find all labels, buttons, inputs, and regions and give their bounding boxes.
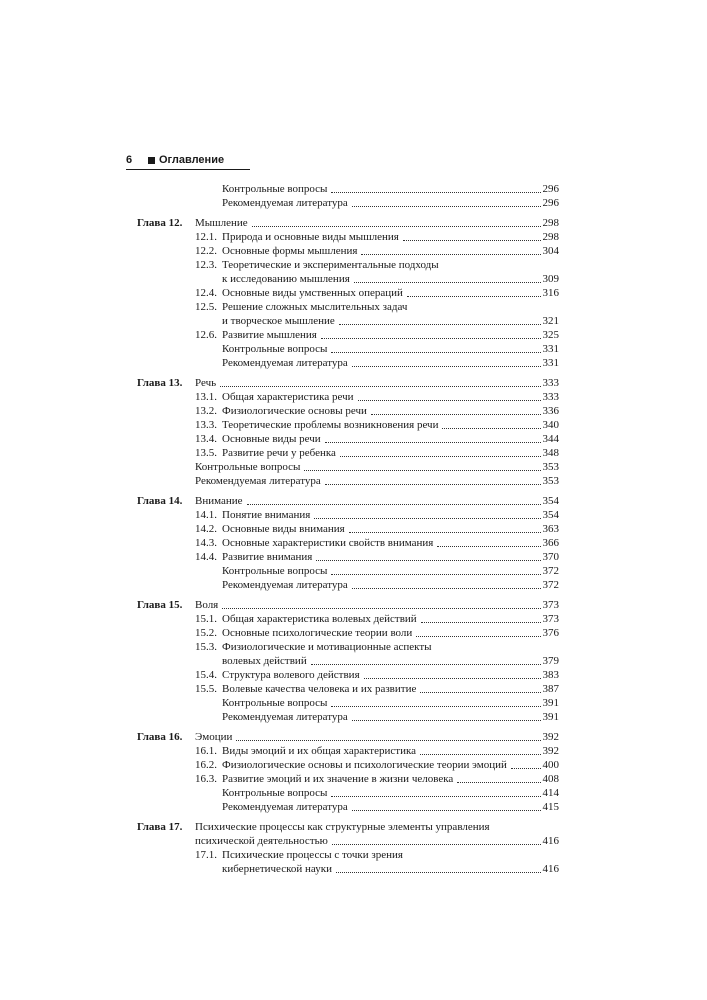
entry-title: Развитие эмоций и их значение в жизни человека <box>222 773 454 785</box>
dot-leader <box>331 706 540 707</box>
dot-leader <box>332 844 541 845</box>
page-ref: 415 <box>542 801 559 813</box>
section-number: 16.1. <box>195 745 217 757</box>
dot-leader <box>311 664 541 665</box>
dot-leader <box>364 678 541 679</box>
page-ref: 366 <box>542 537 559 549</box>
entry-text-line <box>222 640 559 654</box>
entry-title: Развитие речи у ребенка <box>222 447 336 459</box>
toc-section-row <box>0 626 707 640</box>
entry-title: Рекомендуемая литература <box>195 475 321 487</box>
entry-title: Рекомендуемая литература <box>222 801 348 813</box>
dot-leader <box>352 366 541 367</box>
entry-text-line <box>222 328 559 342</box>
entry-text-line <box>222 564 559 578</box>
entry-text-line <box>222 848 559 862</box>
entry-title: Основные виды речи <box>222 433 321 445</box>
entry-title: Внимание <box>195 495 243 507</box>
page-ref: 296 <box>542 183 559 195</box>
entry-title: Виды эмоций и их общая характеристика <box>222 745 417 757</box>
toc-chapter-row <box>0 494 707 508</box>
entry-text-line <box>222 356 559 370</box>
toc-item-row <box>0 356 707 370</box>
toc-section-row <box>0 286 707 300</box>
dot-leader <box>511 768 541 769</box>
chapter-label: Глава 17. <box>137 821 183 833</box>
toc-section-row <box>0 300 707 314</box>
entry-title: Воля <box>195 599 219 611</box>
toc-item-row <box>0 654 707 668</box>
dot-leader <box>352 206 541 207</box>
dot-leader <box>220 386 540 387</box>
entry-title: Волевые качества человека и их развитие <box>222 683 417 695</box>
page-ref: 353 <box>542 475 559 487</box>
page-ref: 383 <box>542 669 559 681</box>
dot-leader <box>222 608 540 609</box>
toc-item-row <box>0 474 707 488</box>
section-number: 13.3. <box>195 419 217 431</box>
entry-text-line <box>222 550 559 564</box>
entry-text-line <box>195 216 559 230</box>
page-ref: 387 <box>542 683 559 695</box>
dot-leader <box>352 588 541 589</box>
toc-chapter-row <box>0 598 707 612</box>
dot-leader <box>331 352 540 353</box>
toc-item-row <box>0 342 707 356</box>
toc-section-row <box>0 432 707 446</box>
entry-title: Мышление <box>195 217 248 229</box>
entry-text-line <box>222 314 559 328</box>
dot-leader <box>403 240 541 241</box>
dot-leader <box>358 400 541 401</box>
toc-section-row <box>0 536 707 550</box>
dot-leader <box>331 192 540 193</box>
section-number: 15.1. <box>195 613 217 625</box>
entry-text-line <box>195 730 559 744</box>
section-number: 15.5. <box>195 683 217 695</box>
toc-item-row <box>0 786 707 800</box>
entry-title: Контрольные вопросы <box>195 461 301 473</box>
toc-section-row <box>0 446 707 460</box>
entry-title: Решение сложных мыслительных задач <box>222 301 408 313</box>
dot-leader <box>314 518 540 519</box>
entry-text-line <box>195 460 559 474</box>
dot-leader <box>420 754 540 755</box>
section-number: 12.1. <box>195 231 217 243</box>
toc-section-row <box>0 230 707 244</box>
entry-title: Рекомендуемая литература <box>222 711 348 723</box>
toc-item-row <box>0 710 707 724</box>
chapter-label: Глава 12. <box>137 217 183 229</box>
entry-text-line <box>222 862 559 876</box>
entry-text-line <box>195 834 559 848</box>
toc-item-row <box>0 862 707 876</box>
entry-text-line <box>222 182 559 196</box>
toc-section-row <box>0 682 707 696</box>
entry-title: Физиологические основы речи <box>222 405 367 417</box>
toc-item-row <box>0 578 707 592</box>
dot-leader <box>416 636 540 637</box>
section-number: 13.1. <box>195 391 217 403</box>
entry-text-line <box>222 696 559 710</box>
page-ref: 353 <box>542 461 559 473</box>
dot-leader <box>336 872 541 873</box>
toc-item-row <box>0 460 707 474</box>
section-number: 12.3. <box>195 259 217 271</box>
toc-section-row <box>0 404 707 418</box>
entry-text-line <box>222 744 559 758</box>
toc-chapter-row <box>0 216 707 230</box>
entry-text-line <box>222 446 559 460</box>
section-number: 12.4. <box>195 287 217 299</box>
entry-title: Теоретические проблемы возникновения речи <box>222 419 439 431</box>
dot-leader <box>340 456 541 457</box>
entry-title: Понятие внимания <box>222 509 311 521</box>
page-ref: 331 <box>542 343 559 355</box>
chapter-label: Глава 13. <box>137 377 183 389</box>
toc-section-row <box>0 390 707 404</box>
dot-leader <box>304 470 540 471</box>
toc-item-row <box>0 182 707 196</box>
toc-chapter-row <box>0 730 707 744</box>
entry-text-line <box>222 432 559 446</box>
page-ref: 348 <box>542 447 559 459</box>
entry-text-line <box>222 300 559 314</box>
section-number: 16.3. <box>195 773 217 785</box>
page-ref: 376 <box>542 627 559 639</box>
entry-title: Физиологические основы и психологические теории эмоций <box>222 759 507 771</box>
dot-leader <box>349 532 541 533</box>
dot-leader <box>442 428 540 429</box>
toc-item-row <box>0 272 707 286</box>
entry-text-line <box>222 758 559 772</box>
entry-text-line <box>222 682 559 696</box>
dot-leader <box>371 414 541 415</box>
dot-leader <box>457 782 540 783</box>
entry-text-line <box>222 508 559 522</box>
page-number: 6 <box>126 154 133 166</box>
dot-leader <box>421 622 541 623</box>
page-ref: 298 <box>542 231 559 243</box>
page-ref: 333 <box>542 391 559 403</box>
page-ref: 400 <box>542 759 559 771</box>
page-ref: 408 <box>542 773 559 785</box>
page-ref: 340 <box>542 419 559 431</box>
entry-title: Физиологические и мотивационные аспекты <box>222 641 432 653</box>
dot-leader <box>354 282 541 283</box>
section-number: 14.2. <box>195 523 217 535</box>
section-number: 12.2. <box>195 245 217 257</box>
toc-section-row <box>0 328 707 342</box>
dot-leader <box>352 720 541 721</box>
entry-title: Развитие внимания <box>222 551 313 563</box>
running-title: Оглавление <box>159 154 225 166</box>
page-ref: 392 <box>542 745 559 757</box>
entry-text-line <box>195 820 559 834</box>
section-number: 16.2. <box>195 759 217 771</box>
dot-leader <box>247 504 541 505</box>
page-ref: 372 <box>542 565 559 577</box>
entry-text-line <box>222 522 559 536</box>
page-ref: 316 <box>542 287 559 299</box>
section-number: 12.6. <box>195 329 217 341</box>
chapter-label: Глава 14. <box>137 495 183 507</box>
entry-text-line <box>195 598 559 612</box>
dot-leader <box>352 810 541 811</box>
entry-title: волевых действий <box>222 655 307 667</box>
page-ref: 392 <box>542 731 559 743</box>
section-number: 12.5. <box>195 301 217 313</box>
entry-text-line <box>222 196 559 210</box>
page-ref: 296 <box>542 197 559 209</box>
dot-leader <box>331 796 540 797</box>
section-number: 13.2. <box>195 405 217 417</box>
entry-text-line <box>195 474 559 488</box>
dot-leader <box>325 442 541 443</box>
entry-title: Структура волевого действия <box>222 669 360 681</box>
section-number: 14.4. <box>195 551 217 563</box>
section-number: 13.5. <box>195 447 217 459</box>
toc-section-row <box>0 758 707 772</box>
entry-title: Рекомендуемая литература <box>222 357 348 369</box>
section-number: 14.3. <box>195 537 217 549</box>
entry-title: Речь <box>195 377 217 389</box>
entry-text-line <box>222 626 559 640</box>
page-ref: 416 <box>542 863 559 875</box>
toc-section-row <box>0 640 707 654</box>
page-ref: 354 <box>542 495 559 507</box>
toc-item-row <box>0 196 707 210</box>
entry-text-line <box>222 418 559 432</box>
entry-title: Контрольные вопросы <box>222 183 328 195</box>
entry-title: Основные виды внимания <box>222 523 345 535</box>
entry-text-line <box>222 230 559 244</box>
entry-title: Психические процессы как структурные элементы управления <box>195 821 490 833</box>
entry-text-line <box>222 536 559 550</box>
entry-title: Контрольные вопросы <box>222 697 328 709</box>
entry-title: Основные психологические теории воли <box>222 627 413 639</box>
page-ref: 363 <box>542 523 559 535</box>
toc-chapter-row <box>0 820 707 834</box>
toc-section-row <box>0 612 707 626</box>
entry-text-line <box>222 800 559 814</box>
entry-text-line <box>195 376 559 390</box>
toc-section-row <box>0 522 707 536</box>
toc-item-row <box>0 314 707 328</box>
page-ref: 391 <box>542 711 559 723</box>
toc-item-row <box>0 564 707 578</box>
entry-text-line <box>222 668 559 682</box>
entry-title: кибернетической науки <box>222 863 332 875</box>
entry-title: Рекомендуемая литература <box>222 579 348 591</box>
section-number: 15.2. <box>195 627 217 639</box>
toc-section-row <box>0 508 707 522</box>
page-ref: 333 <box>542 377 559 389</box>
dot-leader <box>331 574 540 575</box>
page-ref: 344 <box>542 433 559 445</box>
entry-text-line <box>222 710 559 724</box>
dot-leader <box>236 740 540 741</box>
section-number: 17.1. <box>195 849 217 861</box>
dot-leader <box>316 560 540 561</box>
entry-title: Основные характеристики свойств внимания <box>222 537 434 549</box>
toc-item-row <box>0 800 707 814</box>
entry-text-line <box>222 772 559 786</box>
entry-text-line <box>222 244 559 258</box>
dot-leader <box>325 484 541 485</box>
entry-title: Эмоции <box>195 731 233 743</box>
entry-text-line <box>222 786 559 800</box>
page-ref: 391 <box>542 697 559 709</box>
page-ref: 321 <box>542 315 559 327</box>
toc-item-row <box>0 696 707 710</box>
dot-leader <box>252 226 541 227</box>
entry-text-line <box>222 258 559 272</box>
page-ref: 309 <box>542 273 559 285</box>
entry-title: Контрольные вопросы <box>222 787 328 799</box>
page-ref: 304 <box>542 245 559 257</box>
entry-text-line <box>222 286 559 300</box>
toc-chapter-row <box>0 376 707 390</box>
page-ref: 414 <box>542 787 559 799</box>
entry-title: Основные формы мышления <box>222 245 358 257</box>
dot-leader <box>321 338 541 339</box>
toc-section-row <box>0 258 707 272</box>
entry-title: Общая характеристика речи <box>222 391 354 403</box>
toc-item-row <box>0 834 707 848</box>
section-number: 15.4. <box>195 669 217 681</box>
entry-title: Основные виды умственных операций <box>222 287 403 299</box>
entry-title: психической деятельностью <box>195 835 328 847</box>
toc-section-row <box>0 418 707 432</box>
entry-title: Общая характеристика волевых действий <box>222 613 417 625</box>
dot-leader <box>339 324 541 325</box>
entry-title: Рекомендуемая литература <box>222 197 348 209</box>
toc-section-row <box>0 744 707 758</box>
chapter-label: Глава 16. <box>137 731 183 743</box>
page-ref: 354 <box>542 509 559 521</box>
page-ref: 379 <box>542 655 559 667</box>
entry-text-line <box>222 654 559 668</box>
chapter-label: Глава 15. <box>137 599 183 611</box>
section-number: 14.1. <box>195 509 217 521</box>
dot-leader <box>361 254 540 255</box>
toc-section-row <box>0 244 707 258</box>
toc-section-row <box>0 772 707 786</box>
entry-text-line <box>222 342 559 356</box>
page-ref: 325 <box>542 329 559 341</box>
entry-title: Контрольные вопросы <box>222 565 328 577</box>
page-ref: 416 <box>542 835 559 847</box>
page-ref: 373 <box>542 613 559 625</box>
entry-text-line <box>222 612 559 626</box>
entry-title: Теоретические и экспериментальные подходы <box>222 259 439 271</box>
dot-leader <box>420 692 540 693</box>
toc-section-row <box>0 550 707 564</box>
entry-title: Контрольные вопросы <box>222 343 328 355</box>
entry-title: Психические процессы с точки зрения <box>222 849 403 861</box>
page-ref: 370 <box>542 551 559 563</box>
page-ref: 373 <box>542 599 559 611</box>
entry-text-line <box>195 494 559 508</box>
page-ref: 298 <box>542 217 559 229</box>
entry-text-line <box>222 272 559 286</box>
dot-leader <box>437 546 540 547</box>
entry-title: к исследованию мышления <box>222 273 350 285</box>
entry-title: Развитие мышления <box>222 329 317 341</box>
section-number: 13.4. <box>195 433 217 445</box>
page-ref: 372 <box>542 579 559 591</box>
page-ref: 331 <box>542 357 559 369</box>
entry-text-line <box>222 578 559 592</box>
entry-text-line <box>222 404 559 418</box>
dot-leader <box>407 296 541 297</box>
entry-title: и творческое мышление <box>222 315 335 327</box>
toc-section-row <box>0 848 707 862</box>
entry-title: Природа и основные виды мышления <box>222 231 399 243</box>
page-ref: 336 <box>542 405 559 417</box>
entry-text-line <box>222 390 559 404</box>
section-number: 15.3. <box>195 641 217 653</box>
toc-section-row <box>0 668 707 682</box>
